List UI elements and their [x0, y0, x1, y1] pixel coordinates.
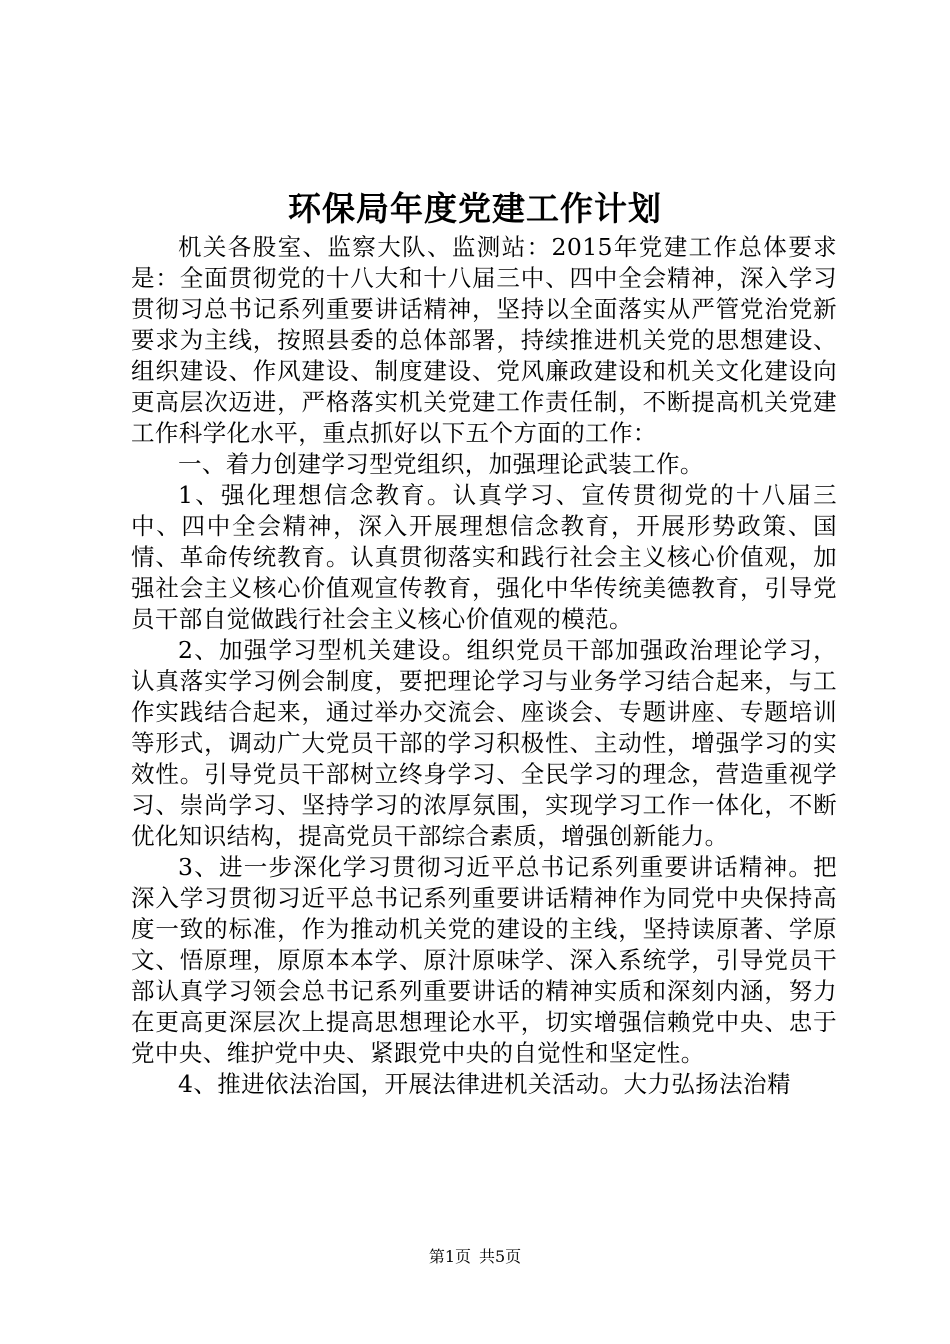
- document-body: [131, 232, 837, 1100]
- page-total: 共5页: [479, 1247, 522, 1266]
- paragraph-item-3: 3、进一步深化学习贯彻习近平总书记系列重要讲话精神。把深入学习贯彻习近平总书记系列重要讲话精神作为同党中央保持高度一致的标准，作为推动机关党的建设的主线，坚持读原著、学原文、悟原理，原原本本学、原汁原味学、深入系统学，引导党员干部认真学习领会总书记系列重要讲话的精神实质和深刻内涵，努力在更高更深层次上提高思想理论水平，切实增强信赖党中央、忠于党中央、维护党中央、紧跟党中央的自觉性和坚定性。: [131, 853, 837, 1067]
- page-number: 第1页: [428, 1247, 471, 1266]
- paragraph-intro: 机关各股室、监察大队、监测站：2015年党建工作总体要求是：全面贯彻党的十八大和十八届三中、四中全会精神，深入学习贯彻习总书记系列重要讲话精神，坚持以全面落实从严管党治党新要求为主线，按照县委的总体部署，持续推进机关党的思想建设、组织建设、作风建设、制度建设、党风廉政建设和机关文化建设向更高层次迈进，严格落实机关党建工作责任制，不断提高机关党建工作科学化水平，重点抓好以下五个方面的工作：: [131, 233, 837, 447]
- paragraph-item-4: 4、推进依法治国，开展法律进机关活动。大力弘扬法治精: [178, 1070, 791, 1098]
- section-heading-1: 一、着力创建学习型党组织，加强理论武装工作。: [178, 450, 704, 478]
- paragraph-item-2: 2、加强学习型机关建设。组织党员干部加强政治理论学习，认真落实学习例会制度，要把理论学习与业务学习结合起来，与工作实践结合起来，通过举办交流会、座谈会、专题讲座、专题培训等形式，调动广大党员干部的学习积极性、主动性，增强学习的实效性。引导党员干部树立终身学习、全民学习的理念，营造重视学习、崇尚学习、坚持学习的浓厚氛围，实现学习工作一体化，不断优化知识结构，提高党员干部综合素质，增强创新能力。: [131, 636, 837, 850]
- page-footer: [0, 1247, 950, 1267]
- document-title: 环保局年度党建工作计划: [288, 189, 662, 228]
- paragraph-item-1: 1、强化理想信念教育。认真学习、宣传贯彻党的十八届三中、四中全会精神，深入开展理想信念教育，开展形势政策、国情、革命传统教育。认真贯彻落实和践行社会主义核心价值观，加强社会主义核心价值观宣传教育，强化中华传统美德教育，引导党员干部自觉做践行社会主义核心价值观的模范。: [131, 481, 837, 633]
